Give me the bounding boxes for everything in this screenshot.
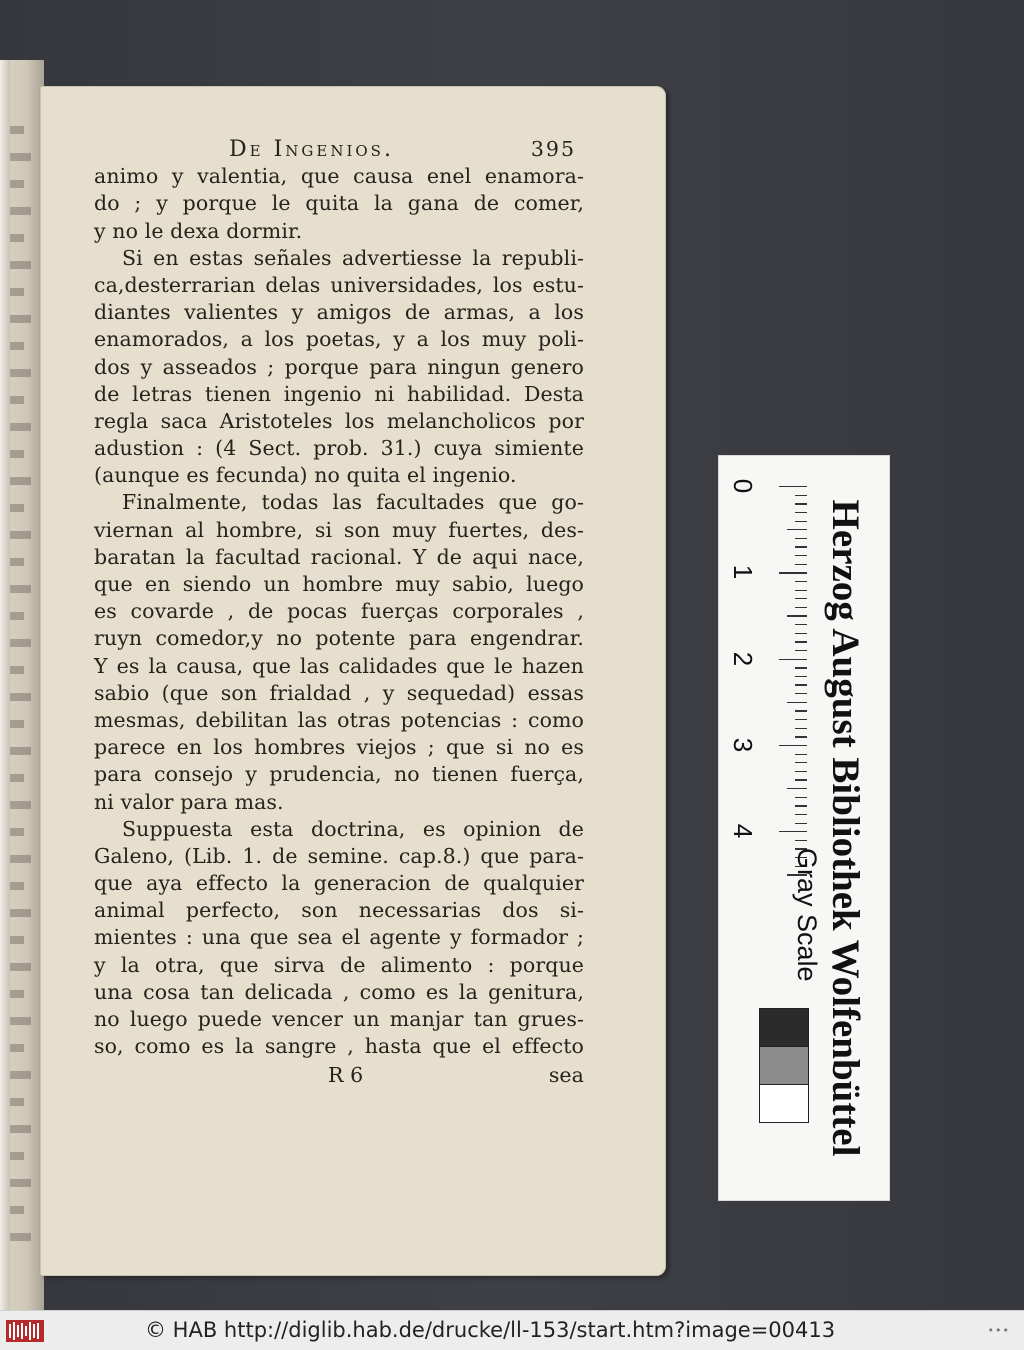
text-line: y la otra, que sirva de alimento : porque: [94, 952, 584, 977]
text-line: para consejo y prudencia, no tienen fuerça,: [94, 762, 584, 787]
text-line: viernan al hombre, si son muy fuertes, des-: [94, 517, 584, 542]
text-line: ca,desterrarian delas universidades, los estu-: [94, 272, 584, 297]
ruler-tick: [795, 546, 807, 547]
ruler-tick: [795, 805, 807, 806]
ruler: [728, 476, 807, 896]
ruler-tick: [795, 684, 807, 685]
text-line: do ; y porque le quita la gana de comer,: [94, 191, 584, 216]
text-line: sabio (que son frialdad , y sequedad) essas: [94, 680, 584, 705]
ruler-tick: [795, 555, 807, 556]
ruler-tick: [795, 667, 807, 668]
text-line: Suppuesta esta doctrina, es opinion de: [122, 816, 584, 841]
ruler-tick: [787, 788, 807, 789]
ruler-tick: [795, 581, 807, 582]
gray-swatch: [759, 1084, 809, 1123]
ruler-tick: [795, 512, 807, 513]
text-line: de letras tienen ingenio ni habilidad. Desta: [94, 381, 584, 406]
page-header: [94, 136, 584, 163]
viewer-footer: [0, 1310, 1024, 1350]
text-line: ruyn comedor,y no potente para engendrar.: [94, 626, 584, 651]
signature-mark: R 6: [328, 1063, 364, 1088]
ruler-tick: [779, 831, 807, 832]
text-line: Finalmente, todas las facultades que go-: [122, 490, 584, 515]
ruler-tick: [795, 754, 807, 755]
ruler-tick: [795, 538, 807, 539]
ruler-tick: [795, 728, 807, 729]
text-line: baratan la facultad racional. Y de aqui nace,: [94, 544, 584, 569]
ruler-tick: [795, 823, 807, 824]
text-line: una cosa tan delicada , como es la genitura,: [94, 979, 584, 1004]
text-line: Galeno, (Lib. 1. de semine. cap.8.) que para-: [94, 843, 584, 868]
text-line: es covarde , de pocas fuerças corporales ,: [94, 599, 584, 624]
text-line: no luego puede vencer un manjar tan grues-: [94, 1007, 584, 1031]
ruler-tick: [787, 529, 807, 530]
gray-scale-label: Gray Scale: [792, 848, 822, 982]
text-line: Si en estas señales advertiesse la republi-: [122, 245, 584, 270]
ruler-tick: [787, 615, 807, 616]
ruler-number: 1: [728, 565, 758, 580]
text-line: enamorados, a los poetas, y a los muy poli-: [94, 327, 584, 352]
text-line: parece en los hombres viejos ; que si no es: [94, 735, 584, 760]
ruler-tick: [795, 650, 807, 651]
ruler-tick: [795, 633, 807, 634]
text-line: so, como es la sangre , hasta que el effecto: [94, 1034, 584, 1059]
text-line: mesmas, debilitan las otras potencias : como: [94, 707, 584, 732]
gray-swatch: [759, 1008, 809, 1047]
text-line: (aunque es fecunda) no quita el ingenio.: [94, 463, 517, 488]
ruler-tick: [795, 564, 807, 565]
text-line: Y es la causa, que las calidades que le hazen: [94, 653, 584, 678]
spine-strip: [0, 60, 10, 1310]
ruler-tick: [795, 598, 807, 599]
ruler-number: 2: [728, 651, 758, 666]
ruler-tick: [787, 702, 807, 703]
ruler-number: 4: [728, 823, 758, 839]
text-line: animal perfecto, son necessarias dos si-: [94, 898, 584, 923]
running-head: De Ingenios.: [229, 137, 394, 162]
ruler-tick: [795, 762, 807, 763]
text-line: adustion : (4 Sect. prob. 31.) cuya simiente: [94, 436, 584, 461]
text-lines: [94, 163, 584, 1060]
ruler-tick: [795, 607, 807, 608]
page-number: 395: [530, 137, 576, 161]
ruler-tick: [795, 503, 807, 504]
text-line: regla saca Aristoteles los melancholicos por: [94, 408, 584, 433]
ruler-tick: [795, 624, 807, 625]
ruler-tick: [779, 572, 807, 573]
ruler-number: 3: [728, 737, 758, 753]
text-line: diantes valientes y amigos de armas, a los: [94, 300, 584, 325]
text-line: que aya effecto la generacion de qualquier: [94, 871, 584, 896]
ruler-number: 0: [728, 478, 758, 494]
text-line: que en siendo un hombre muy sabio, luego: [94, 572, 584, 596]
ruler-tick: [795, 840, 807, 841]
ruler-tick: [795, 779, 807, 780]
ruler-tick: [795, 797, 807, 798]
ruler-tick: [795, 719, 807, 720]
ruler-tick: [795, 693, 807, 694]
page-text-block: [94, 136, 584, 1090]
page-footer-line: [94, 1062, 584, 1089]
ruler-tick: [779, 659, 807, 660]
ruler-tick: [795, 736, 807, 737]
text-line: y no le dexa dormir.: [94, 218, 303, 243]
hab-logo-icon: [6, 1320, 44, 1342]
ruler-tick: [779, 745, 807, 746]
text-line: dos y asseados ; porque para ningun genero: [94, 354, 584, 379]
ruler-tick: [795, 495, 807, 496]
scale-card-title: Herzog August Bibliothek Wolfenbüttel: [824, 499, 867, 1157]
footer-copyright-link[interactable]: © HAB http://diglib.hab.de/drucke/ll-153/start.htm?image=00413: [145, 1318, 836, 1342]
ruler-tick: [795, 590, 807, 591]
text-line: ni valor para mas.: [94, 789, 284, 814]
text-line: animo y valentia, que causa enel enamora-: [94, 164, 584, 189]
text-line: mientes : una que sea el agente y formador ;: [94, 925, 584, 950]
ruler-tick: [795, 771, 807, 772]
gray-swatch: [759, 1046, 809, 1085]
footer-menu-icon[interactable]: •••: [987, 1324, 1010, 1337]
ruler-tick: [779, 486, 807, 487]
ruler-tick: [795, 676, 807, 677]
ruler-tick: [795, 641, 807, 642]
ruler-tick: [795, 710, 807, 711]
ruler-tick: [795, 521, 807, 522]
catchword: sea: [548, 1063, 584, 1088]
color-scale-card: [718, 455, 890, 1201]
ruler-tick: [795, 814, 807, 815]
